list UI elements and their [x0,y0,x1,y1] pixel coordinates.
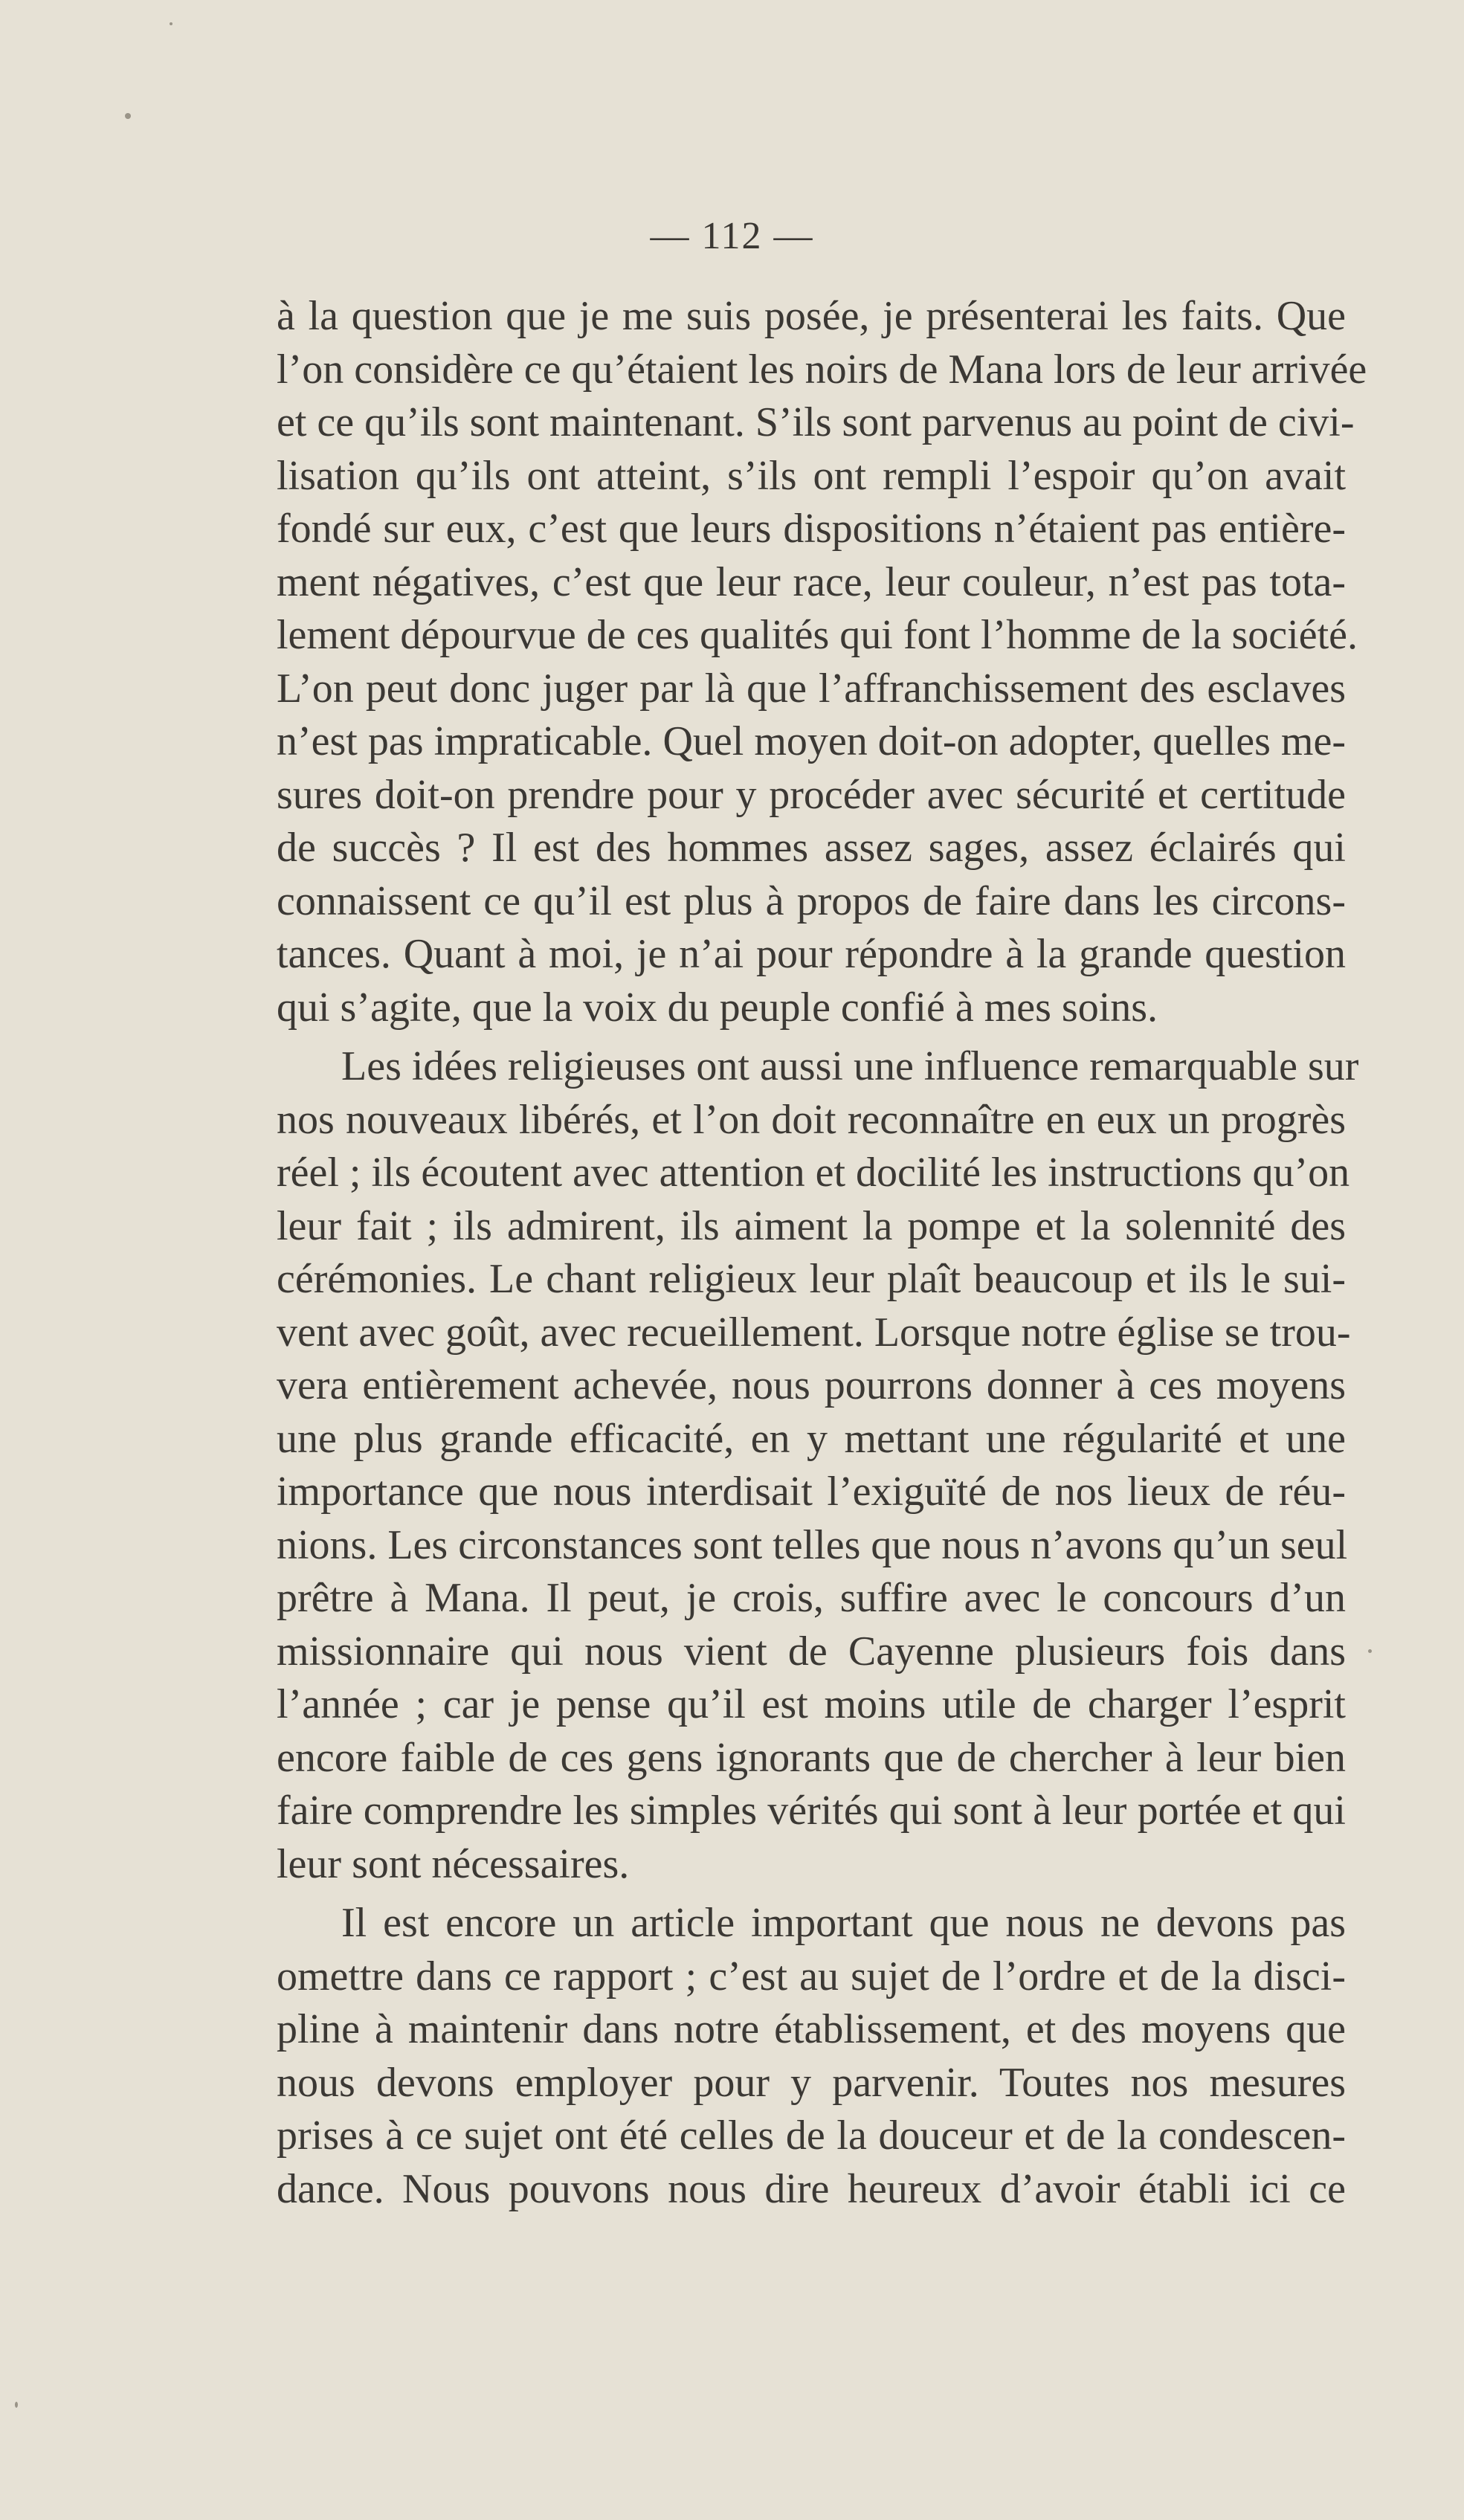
body-text [277,290,1367,2216]
text-line: de succès ? Il est des hommes assez sages, assez éclairés qui [277,825,1346,871]
paragraph-1 [277,290,1367,1034]
paper-speck [125,113,131,119]
text-line: ment négatives, c’est que leur race, leur couleur, n’est pas tota- [277,558,1346,605]
text-line: et ce qu’ils sont maintenant. S’ils sont parvenus au point de civi- [277,399,1355,445]
page-number: — 112 — [650,215,814,257]
text-line: Les idées religieuses ont aussi une influence remarquable sur [341,1043,1359,1089]
text-line: nos nouveaux libérés, et l’on doit reconnaître en eux un progrès [277,1096,1346,1143]
paper-speck [170,22,172,25]
text-line: une plus grande efficacité, en y mettant une régularité et une [277,1415,1346,1462]
text-line: lisation qu’ils ont atteint, s’ils ont rempli l’espoir qu’on avait [277,452,1346,499]
text-line: leur fait ; ils admirent, ils aiment la pompe et la solennité des [277,1202,1346,1249]
text-line: sures doit-on prendre pour y procéder avec sécurité et certitude [277,771,1346,818]
text-line: importance que nous interdisait l’exiguïté de nos lieux de réu- [277,1469,1346,1515]
text-line: fondé sur eux, c’est que leurs dispositions n’étaient pas entière- [277,506,1346,552]
text-line: l’on considère ce qu’étaient les noirs de Mana lors de leur arrivée [277,346,1367,393]
text-line: prêtre à Mana. Il peut, je crois, suffire avec le concours d’un [277,1575,1346,1621]
text-line: tances. Quant à moi, je n’ai pour répondre à la grande question [277,931,1346,977]
text-line: cérémonies. Le chant religieux leur plaît beaucoup et ils le sui- [277,1256,1346,1302]
paper-speck [1368,1649,1372,1653]
text-line: lement dépourvue de ces qualités qui font l’homme de la société. [277,612,1358,658]
text-line: L’on peut donc juger par là que l’affranchissement des esclaves [277,665,1346,712]
paragraph-3 [277,1897,1346,2216]
text-line: nous devons employer pour y parvenir. Toutes nos mesures [277,2059,1346,2106]
text-line: réel ; ils écoutent avec attention et docilité les instructions qu’on [277,1150,1350,1196]
text-line: à la question que je me suis posée, je présenterai les faits. Que [277,293,1346,339]
paper-speck [15,2402,18,2408]
text-line: Il est encore un article important que nous ne devons pas [341,1900,1346,1946]
text-line: omettre dans ce rapport ; c’est au sujet de l’ordre et de la disci- [277,1953,1346,1999]
text-line: faire comprendre les simples vérités qui sont à leur portée et qui [277,1788,1346,1834]
text-line: missionnaire qui nous vient de Cayenne plusieurs fois dans [277,1628,1346,1675]
text-line: l’année ; car je pense qu’il est moins utile de charger l’esprit [277,1681,1346,1727]
paragraph-2 [277,1040,1359,1891]
text-line: dance. Nous pouvons nous dire heureux d’avoir établi ici ce [277,2165,1346,2212]
text-line: vera entièrement achevée, nous pourrons donner à ces moyens [277,1362,1346,1408]
text-line: vent avec goût, avec recueillement. Lorsque notre église se trou- [277,1309,1351,1356]
text-line: leur sont nécessaires. [277,1840,630,1887]
text-line: nions. Les circonstances sont telles que nous n’avons qu’un seul [277,1521,1348,1568]
text-line: prises à ce sujet ont été celles de la douceur et de la condescen- [277,2113,1346,2159]
text-line: encore faible de ces gens ignorants que de chercher à leur bien [277,1734,1346,1781]
text-line: pline à maintenir dans notre établissement, et des moyens que [277,2006,1346,2052]
text-line: n’est pas impraticable. Quel moyen doit-on adopter, quelles me- [277,718,1346,764]
text-line: qui s’agite, que la voix du peuple confié à mes soins. [277,984,1158,1031]
text-line: connaissent ce qu’il est plus à propos de faire dans les circons- [277,877,1346,924]
